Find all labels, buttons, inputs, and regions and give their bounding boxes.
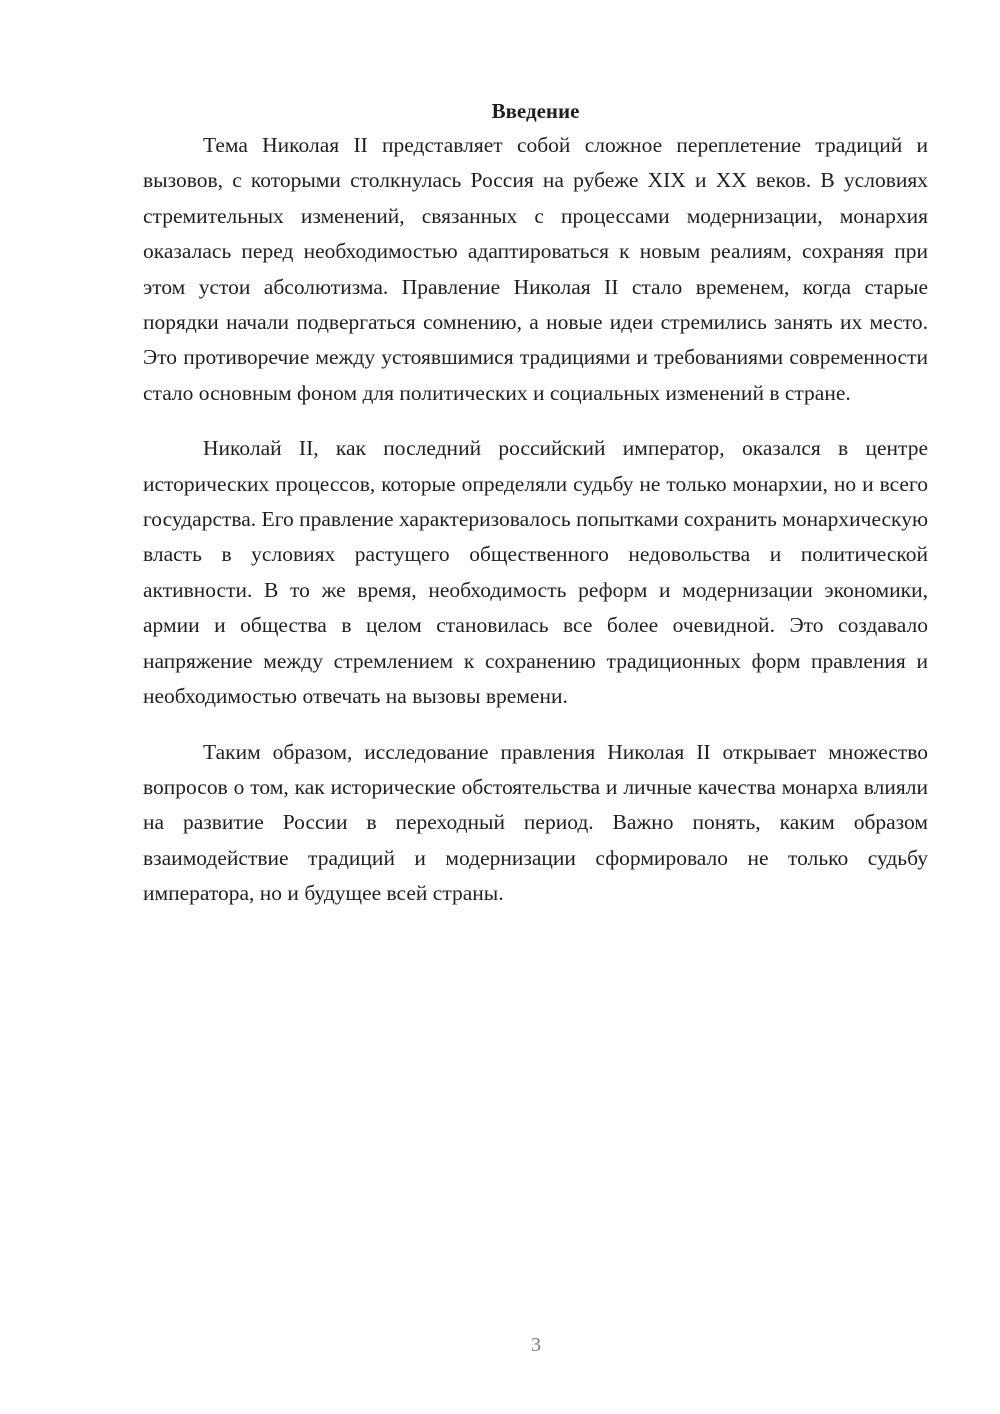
paragraph-1: Тема Николая II представляет собой сложное переплетение традиций и вызовов, с которыми столкнулась Россия на рубеже XIX и XX веков. В условиях стремительных изменений, связанных с процессами модернизации, монархия оказалась перед необходимостью адаптироваться к новым реалиям, сохраняя при этом устои абсолютизма. Правление Николая II стало временем, когда старые порядки начали подвергаться сомнению, а новые идеи стремились занять их место. Это противоречие между устоявшимися традициями и требованиями современности стало основным фоном для политических и социальных изменений в стране. <box>143 133 928 405</box>
page-content <box>143 96 928 912</box>
paragraph-3: Таким образом, исследование правления Николая II открывает множество вопросов о том, как исторические обстоятельства и личные качества монарха влияли на развитие России в переходный период. Важно понять, каким образом взаимодействие традиций и модернизации сформировало не только судьбу императора, но и будущее всей страны. <box>143 739 928 906</box>
paragraph-2: Николай II, как последний российский император, оказался в центре исторических процессов, которые определяли судьбу не только монархии, но и всего государства. Его правление характеризовалось попытками сохранить монархическую власть в условиях растущего общественного недовольства и политической активности. В то же время, необходимость реформ и модернизации экономики, армии и общества в целом становилась все более очевидной. Это создавало напряжение между стремлением к сохранению традиционных форм правления и необходимостью отвечать на вызовы времени. <box>143 436 929 709</box>
page-number: 3 <box>531 1334 541 1356</box>
section-title: Введение <box>491 99 580 123</box>
